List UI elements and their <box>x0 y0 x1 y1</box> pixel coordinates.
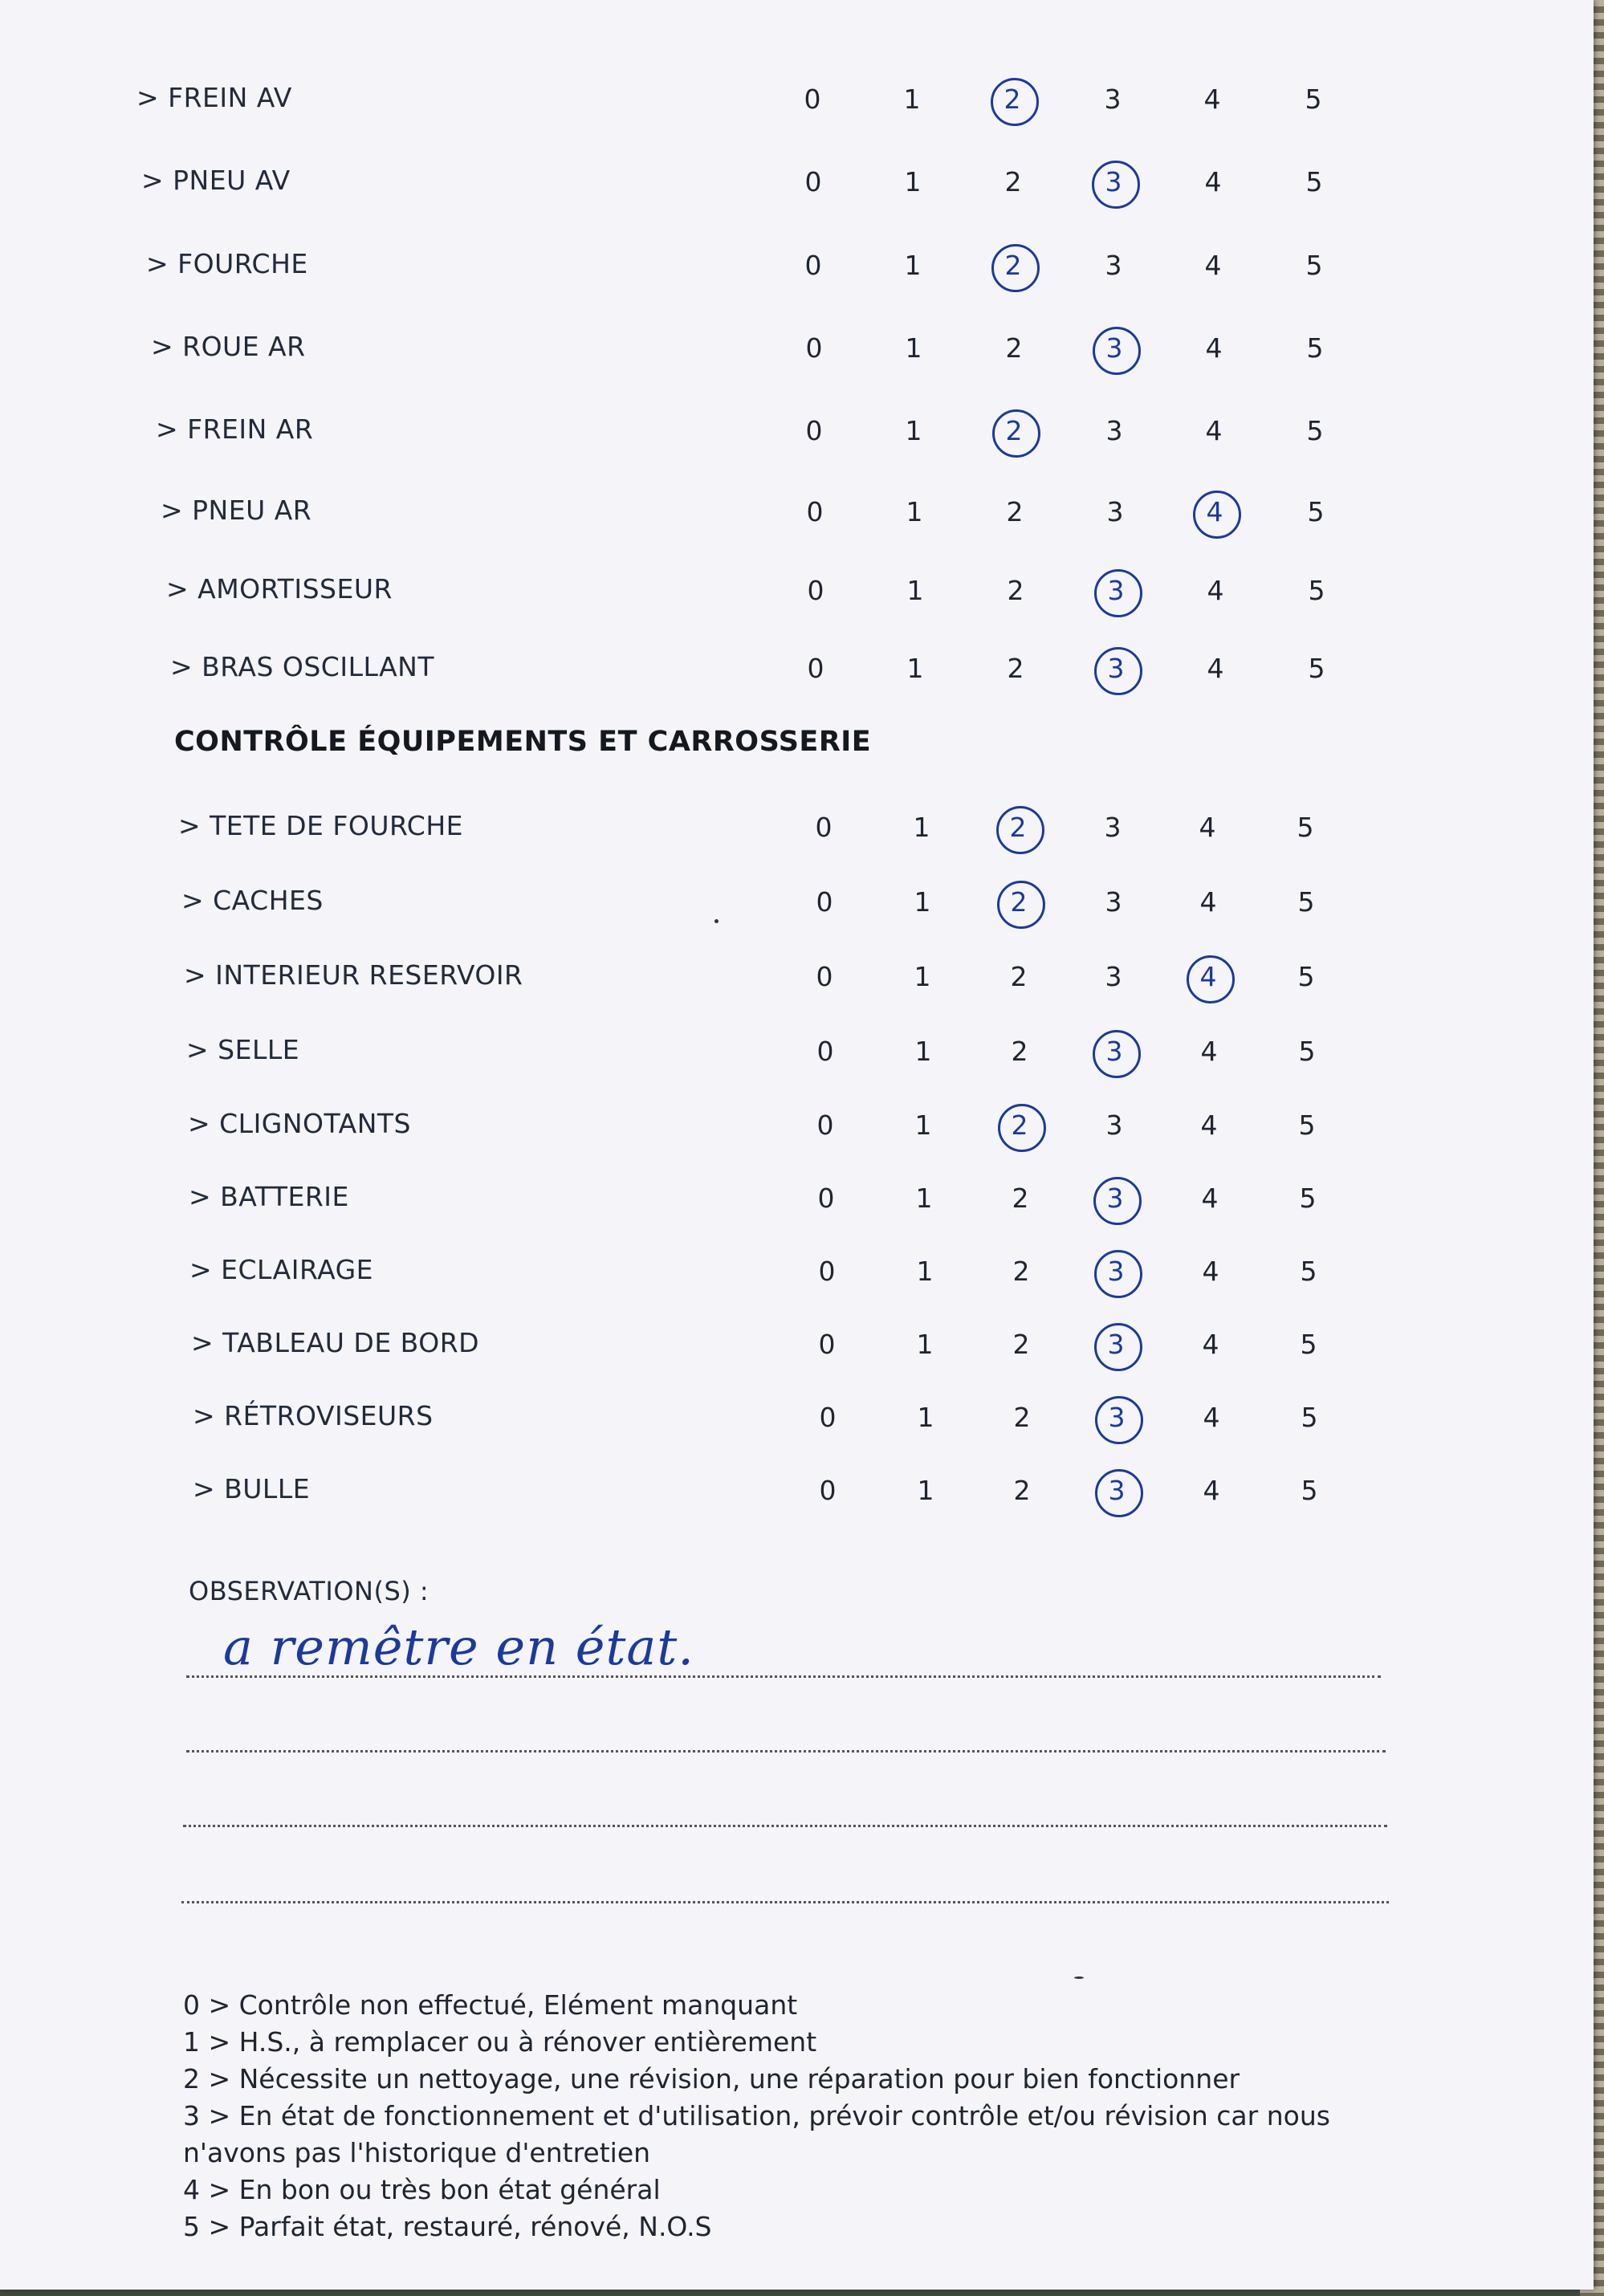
rating-value: 2 <box>1013 1402 1031 1433</box>
rating-option <box>885 166 941 206</box>
rating-option <box>1186 415 1242 455</box>
rating-option <box>1277 812 1333 852</box>
rating-option <box>798 1183 854 1223</box>
rating-row <box>0 155 1594 203</box>
rating-row-label: > FREIN AR <box>156 413 314 445</box>
rating-option-circled <box>991 1109 1048 1150</box>
rating-value: 1 <box>914 1109 932 1141</box>
rating-value: 4 <box>1202 1256 1219 1287</box>
rating-value: 4 <box>1203 83 1221 115</box>
rating-option <box>1288 496 1344 536</box>
rating-option <box>1181 1036 1237 1076</box>
rating-option <box>987 575 1044 615</box>
rating-value: 2 <box>1011 1036 1028 1067</box>
rating-row-label: > TETE DE FOURCHE <box>178 810 463 841</box>
rating-value: 2 <box>1007 575 1024 606</box>
observation-line <box>183 1825 1387 1827</box>
rating-value: 4 <box>1204 250 1222 281</box>
rating-option <box>896 1183 952 1223</box>
rating-value: 1 <box>916 1329 934 1360</box>
rating-option <box>894 812 950 852</box>
rating-value: 5 <box>1307 496 1325 527</box>
rating-option-circled <box>1085 166 1142 206</box>
rating-option <box>987 496 1043 536</box>
rating-option-circled <box>1088 575 1144 615</box>
rating-option <box>898 1475 954 1515</box>
rating-row-label: > BRAS OSCILLANT <box>170 651 435 682</box>
rating-value: 1 <box>904 250 922 281</box>
rating-value: 3 <box>1105 250 1122 281</box>
rating-value: 2 <box>984 83 1040 115</box>
rating-option <box>994 1402 1050 1442</box>
rating-row-label: > ROUE AR <box>151 331 306 362</box>
legend-line: 5 > Parfait état, restauré, rénové, N.O.S <box>183 2211 712 2242</box>
rating-value: 3 <box>1087 1183 1143 1214</box>
rating-value: 4 <box>1199 812 1216 843</box>
rating-option-circled <box>1187 496 1243 536</box>
rating-option-circled <box>1089 1402 1145 1442</box>
rating-row-label: > PNEU AR <box>161 495 312 526</box>
observation-line <box>186 1750 1386 1753</box>
rating-option <box>886 496 942 536</box>
rating-value: 3 <box>1104 812 1122 843</box>
rating-option <box>884 83 940 124</box>
rating-value: 3 <box>1086 332 1142 364</box>
rating-row-label: > SELLE <box>186 1034 300 1065</box>
rating-option <box>994 1475 1050 1515</box>
rating-value: 4 <box>1205 415 1223 446</box>
rating-value: 2 <box>991 1109 1048 1141</box>
rating-option <box>787 496 843 536</box>
rating-value: 5 <box>1297 961 1315 992</box>
rating-value: 3 <box>1086 1036 1142 1067</box>
rating-option <box>1280 1256 1337 1296</box>
rating-value: 5 <box>1305 166 1323 197</box>
rating-row-label: > FOURCHE <box>146 248 308 279</box>
rating-value: 3 <box>1085 166 1142 197</box>
rating-value: 3 <box>1088 653 1144 684</box>
section-title: CONTRÔLE ÉQUIPEMENTS ET CARROSSERIE <box>174 726 872 758</box>
rating-option <box>786 332 842 372</box>
rating-option <box>895 1109 951 1150</box>
rating-option <box>1279 1036 1335 1076</box>
rating-option <box>1280 1183 1336 1223</box>
rating-option <box>797 1109 853 1150</box>
rating-value: 1 <box>906 496 923 527</box>
rating-row-label: > PNEU AV <box>141 165 291 196</box>
rating-value: 0 <box>815 812 833 843</box>
rating-value: 1 <box>914 886 931 918</box>
rating-value: 5 <box>1305 250 1323 281</box>
rating-option <box>1183 1329 1239 1369</box>
rating-value: 2 <box>1012 1256 1030 1287</box>
rating-option <box>897 1329 953 1369</box>
rating-option-circled <box>991 886 1047 926</box>
rating-option <box>1086 1109 1142 1150</box>
rating-row-label: > ECLAIRAGE <box>189 1254 373 1285</box>
rating-option <box>986 332 1042 372</box>
rating-value: 2 <box>1006 496 1024 527</box>
rating-option-circled <box>1088 1256 1144 1296</box>
rating-value: 1 <box>914 961 931 992</box>
rating-option <box>991 961 1047 1001</box>
rating-value: 5 <box>1297 886 1315 918</box>
rating-option <box>1179 812 1236 852</box>
rating-value: 3 <box>1088 1256 1144 1287</box>
rating-row <box>0 800 1594 849</box>
rating-option <box>898 1402 954 1442</box>
rating-value: 0 <box>804 250 822 281</box>
rating-option <box>1286 166 1342 206</box>
rating-option <box>784 83 841 124</box>
rating-value: 1 <box>915 1183 933 1214</box>
rating-value: 3 <box>1104 83 1122 115</box>
rating-option <box>987 653 1044 693</box>
rating-option <box>894 886 951 926</box>
rating-value: 4 <box>1200 1036 1218 1067</box>
rating-value: 5 <box>1300 1329 1317 1360</box>
rating-row <box>0 321 1594 369</box>
observation-line <box>181 1901 1389 1903</box>
rating-row <box>0 1244 1594 1293</box>
rating-value: 2 <box>1012 1329 1030 1360</box>
rating-option <box>800 1475 856 1515</box>
rating-value: 4 <box>1207 653 1224 684</box>
rating-value: 5 <box>1306 332 1324 364</box>
rating-option <box>897 1256 953 1296</box>
rating-value: 2 <box>1010 961 1028 992</box>
rating-value: 4 <box>1187 496 1243 527</box>
rating-row-label: > AMORTISSEUR <box>166 573 393 605</box>
rating-value: 1 <box>906 653 924 684</box>
ink-mark <box>1074 1976 1084 1979</box>
rating-option <box>1278 886 1334 926</box>
rating-option-circled <box>985 250 1041 290</box>
rating-value: 3 <box>1088 575 1144 606</box>
rating-value: 0 <box>817 1183 835 1214</box>
rating-option <box>785 250 841 290</box>
rating-option <box>1185 250 1241 290</box>
rating-value: 4 <box>1205 332 1223 364</box>
rating-value: 3 <box>1105 961 1122 992</box>
rating-option <box>1288 653 1345 693</box>
rating-option <box>796 886 853 926</box>
rating-value: 4 <box>1200 1109 1218 1141</box>
rating-row <box>0 1317 1594 1366</box>
rating-option <box>1280 1329 1337 1369</box>
rating-option <box>1186 332 1242 372</box>
rating-option <box>985 166 1041 206</box>
rating-option <box>993 1329 1049 1369</box>
rating-value: 0 <box>816 1109 834 1141</box>
rating-value: 5 <box>1308 575 1325 606</box>
rating-value: 0 <box>806 496 824 527</box>
rating-value: 0 <box>804 166 822 197</box>
rating-option <box>1187 653 1244 693</box>
rating-option <box>796 812 852 852</box>
legend-line: 3 > En état de fonctionnement et d'utilisation, prévoir contrôle et/ou révision car nous <box>183 2100 1330 2131</box>
rating-value: 3 <box>1089 1402 1145 1433</box>
rating-option <box>1187 575 1244 615</box>
rating-value: 2 <box>985 250 1041 281</box>
rating-value: 0 <box>805 332 823 364</box>
rating-value: 2 <box>991 886 1047 918</box>
rating-row <box>0 1390 1594 1439</box>
rating-row <box>0 1463 1594 1512</box>
rating-option <box>1183 1256 1239 1296</box>
rating-value: 3 <box>1105 415 1123 446</box>
rating-value: 1 <box>917 1475 934 1506</box>
rating-option <box>785 166 841 206</box>
rating-option <box>1085 886 1142 926</box>
rating-option <box>1180 886 1236 926</box>
rating-value: 0 <box>816 961 833 992</box>
rating-value: 2 <box>1013 1475 1031 1506</box>
rating-option <box>885 250 941 290</box>
rating-value: 0 <box>816 1036 834 1067</box>
rating-value: 2 <box>1012 1183 1029 1214</box>
rating-value: 3 <box>1105 1109 1123 1141</box>
rating-option <box>991 1036 1048 1076</box>
rating-option <box>1085 961 1142 1001</box>
rating-value: 1 <box>904 166 922 197</box>
rating-value: 0 <box>807 575 824 606</box>
rating-option <box>1183 1402 1240 1442</box>
rating-value: 0 <box>816 886 833 918</box>
rating-value: 4 <box>1207 575 1224 606</box>
rating-row <box>0 404 1594 452</box>
observation-line <box>186 1675 1381 1678</box>
rating-option-circled <box>1086 1036 1142 1076</box>
rating-row-label: > CLIGNOTANTS <box>188 1108 411 1139</box>
rating-option <box>1086 415 1142 455</box>
rating-option <box>1183 1475 1240 1515</box>
rating-row <box>0 1171 1594 1219</box>
rating-row <box>0 1024 1594 1073</box>
rating-value: 4 <box>1202 1329 1219 1360</box>
rating-value: 0 <box>818 1329 836 1360</box>
handwritten-observation: a remêtre en état. <box>223 1618 694 1676</box>
rating-row-label: > RÉTROVISEURS <box>193 1400 434 1431</box>
rating-value: 5 <box>1298 1109 1316 1141</box>
rating-option <box>799 1256 855 1296</box>
legend-line: 2 > Nécessite un nettoyage, une révision, une réparation pour bien fonctionner <box>183 2063 1240 2094</box>
rating-value: 5 <box>1306 415 1324 446</box>
rating-value: 5 <box>1308 653 1325 684</box>
observations-label: OBSERVATION(S) : <box>189 1576 429 1606</box>
rating-option <box>993 1256 1049 1296</box>
rating-option <box>885 332 942 372</box>
rating-option <box>788 653 844 693</box>
rating-option-circled <box>1086 332 1142 372</box>
rating-value: 2 <box>1007 653 1024 684</box>
rating-value: 1 <box>905 332 922 364</box>
rating-value: 4 <box>1203 1475 1220 1506</box>
rating-option <box>895 1036 951 1076</box>
rating-option <box>800 1402 856 1442</box>
rating-value: 0 <box>819 1402 837 1433</box>
rating-value: 1 <box>913 812 930 843</box>
rating-option <box>1287 332 1343 372</box>
rating-option <box>1281 1402 1337 1442</box>
rating-option <box>992 1183 1048 1223</box>
rating-row <box>0 1098 1594 1146</box>
rating-option <box>1182 1183 1238 1223</box>
legend-line: 4 > En bon ou très bon état général <box>183 2174 661 2205</box>
rating-option <box>885 415 942 455</box>
rating-value: 0 <box>805 415 823 446</box>
rating-option <box>799 1329 855 1369</box>
rating-value: 2 <box>990 812 1046 843</box>
rating-option <box>1181 1109 1237 1150</box>
rating-row-label: > FREIN AV <box>136 82 292 113</box>
rating-option <box>887 653 943 693</box>
rating-value: 4 <box>1199 886 1217 918</box>
legend-line: 1 > H.S., à remplacer ou à rénover entièrement <box>183 2026 817 2058</box>
rating-row <box>0 875 1594 923</box>
rating-row <box>0 72 1594 120</box>
rating-row <box>0 950 1594 998</box>
rating-option <box>1286 250 1342 290</box>
legend-line: 0 > Contrôle non effectué, Elément manquant <box>183 1989 798 2021</box>
rating-value: 0 <box>804 83 821 115</box>
rating-option-circled <box>1089 1475 1145 1515</box>
rating-value: 1 <box>903 83 921 115</box>
rating-value: 4 <box>1180 961 1236 992</box>
rating-value: 3 <box>1088 1329 1144 1360</box>
rating-value: 2 <box>1004 166 1022 197</box>
rating-option <box>1279 1109 1335 1150</box>
rating-value: 0 <box>818 1256 836 1287</box>
rating-value: 0 <box>807 653 824 684</box>
rating-value: 5 <box>1301 1402 1318 1433</box>
rating-row-label: > TABLEAU DE BORD <box>191 1327 480 1358</box>
rating-value: 5 <box>1305 83 1322 115</box>
rating-option <box>796 961 853 1001</box>
rating-option <box>1185 166 1241 206</box>
rating-value: 5 <box>1299 1183 1317 1214</box>
rating-value: 5 <box>1297 812 1314 843</box>
rating-value: 4 <box>1201 1183 1219 1214</box>
rating-value: 3 <box>1106 496 1124 527</box>
rating-option <box>894 961 951 1001</box>
rating-option-circled <box>990 812 1046 852</box>
rating-option <box>1085 83 1141 124</box>
rating-option <box>797 1036 853 1076</box>
rating-value: 1 <box>914 1036 932 1067</box>
rating-option-circled <box>1088 653 1144 693</box>
rating-value: 4 <box>1204 166 1222 197</box>
rating-row <box>0 564 1594 612</box>
rating-option <box>1085 812 1141 852</box>
rating-option-circled <box>986 415 1042 455</box>
rating-option-circled <box>984 83 1040 124</box>
ink-mark <box>714 919 719 923</box>
rating-option <box>1288 575 1345 615</box>
rating-value: 2 <box>1005 332 1023 364</box>
rating-value: 1 <box>917 1402 934 1433</box>
rating-option <box>1285 83 1341 124</box>
rating-value: 1 <box>916 1256 934 1287</box>
rating-option <box>1184 83 1240 124</box>
rating-value: 5 <box>1298 1036 1316 1067</box>
rating-option-circled <box>1087 1183 1143 1223</box>
rating-value: 3 <box>1105 886 1122 918</box>
rating-value: 2 <box>986 415 1042 446</box>
rating-legend <box>183 1987 1435 2245</box>
rating-row-label: > CACHES <box>181 885 324 916</box>
rating-row-label: > INTERIEUR RESERVOIR <box>184 959 523 991</box>
rating-option <box>788 575 844 615</box>
rating-option <box>786 415 842 455</box>
rating-row <box>0 238 1594 287</box>
rating-value: 5 <box>1301 1475 1318 1506</box>
rating-row <box>0 641 1594 690</box>
rating-row-label: > BATTERIE <box>189 1181 349 1212</box>
rating-option-circled <box>1088 1329 1144 1369</box>
rating-option <box>887 575 943 615</box>
rating-option <box>1287 415 1343 455</box>
rating-option <box>1087 496 1143 536</box>
rating-option <box>1278 961 1334 1001</box>
rating-value: 0 <box>819 1475 837 1506</box>
rating-value: 1 <box>906 575 924 606</box>
rating-value: 1 <box>905 415 922 446</box>
rating-value: 3 <box>1089 1475 1145 1506</box>
rating-row <box>0 485 1594 533</box>
rating-value: 4 <box>1203 1402 1220 1433</box>
rating-row-label: > BULLE <box>193 1473 311 1504</box>
rating-option <box>1281 1475 1337 1515</box>
rating-option <box>1085 250 1142 290</box>
rating-option-circled <box>1180 961 1236 1001</box>
rating-value: 5 <box>1300 1256 1317 1287</box>
legend-line: n'avons pas l'historique d'entretien <box>183 2137 651 2168</box>
